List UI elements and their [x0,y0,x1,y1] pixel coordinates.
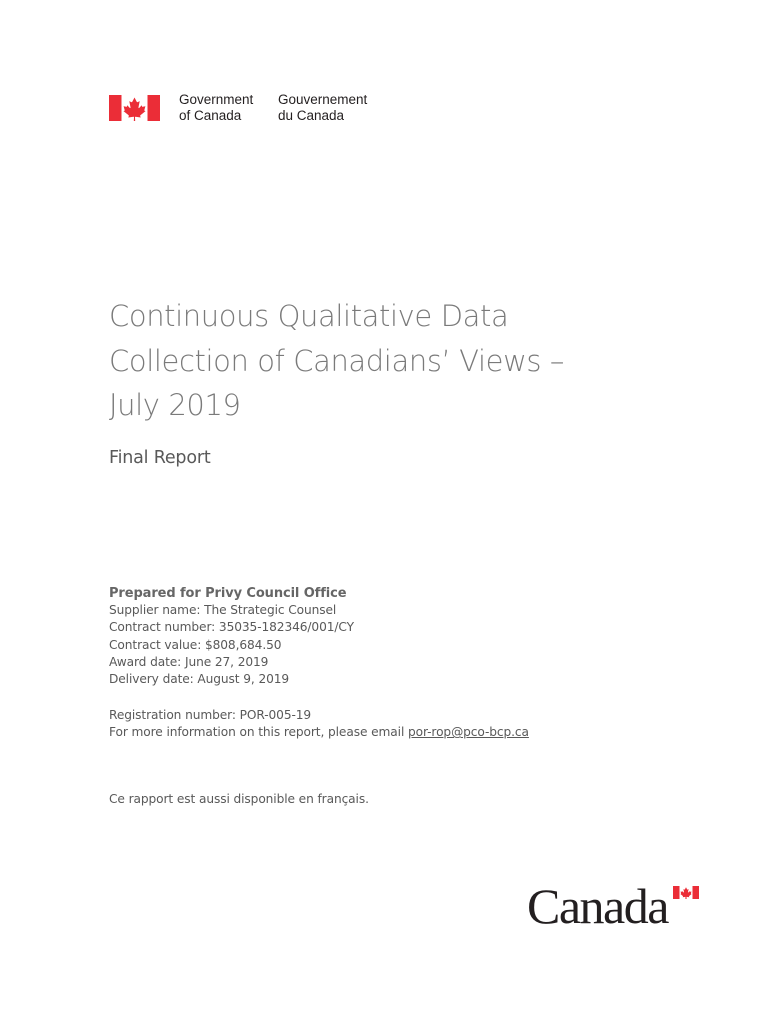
french-availability-note: Ce rapport est aussi disponible en français. [109,792,369,806]
wordmark-flag-icon [673,886,699,899]
signature-fr-line2: du Canada [278,108,345,123]
more-info-text: For more information on this report, please email [109,725,409,740]
delivery-date: Delivery date: August 9, 2019 [109,672,290,687]
contract-info [109,585,354,688]
canada-wordmark [527,880,703,932]
supplier-name: Supplier name: The Strategic Counsel [109,603,337,618]
email-link[interactable]: por-rop@pco-bcp.ca [408,725,529,740]
canada-wordmark-text: Canada [527,878,668,934]
contract-number: Contract number: 35035-182346/001/CY [109,620,354,635]
award-date: Award date: June 27, 2019 [109,654,269,669]
signature-fr-line1: Gouvernement [278,92,368,107]
signature-english [179,92,253,124]
more-info-line [109,724,529,741]
report-title-line3: July 2019 [109,388,241,422]
report-title-line1: Continuous Qualitative Data [109,299,509,333]
signature-en-line2: of Canada [179,108,242,123]
registration-info [109,707,529,741]
report-subtitle: Final Report [109,448,211,468]
prepared-for: Prepared for Privy Council Office [109,586,347,601]
signature-french [278,92,367,124]
report-title [109,294,629,428]
signature-en-line1: Government [179,92,254,107]
canada-flag-icon [109,95,160,121]
report-title-line2: Collection of Canadians’ Views – [109,343,565,378]
registration-number: Registration number: POR-005-19 [109,708,312,722]
contract-value: Contract value: $808,684.50 [109,637,282,652]
